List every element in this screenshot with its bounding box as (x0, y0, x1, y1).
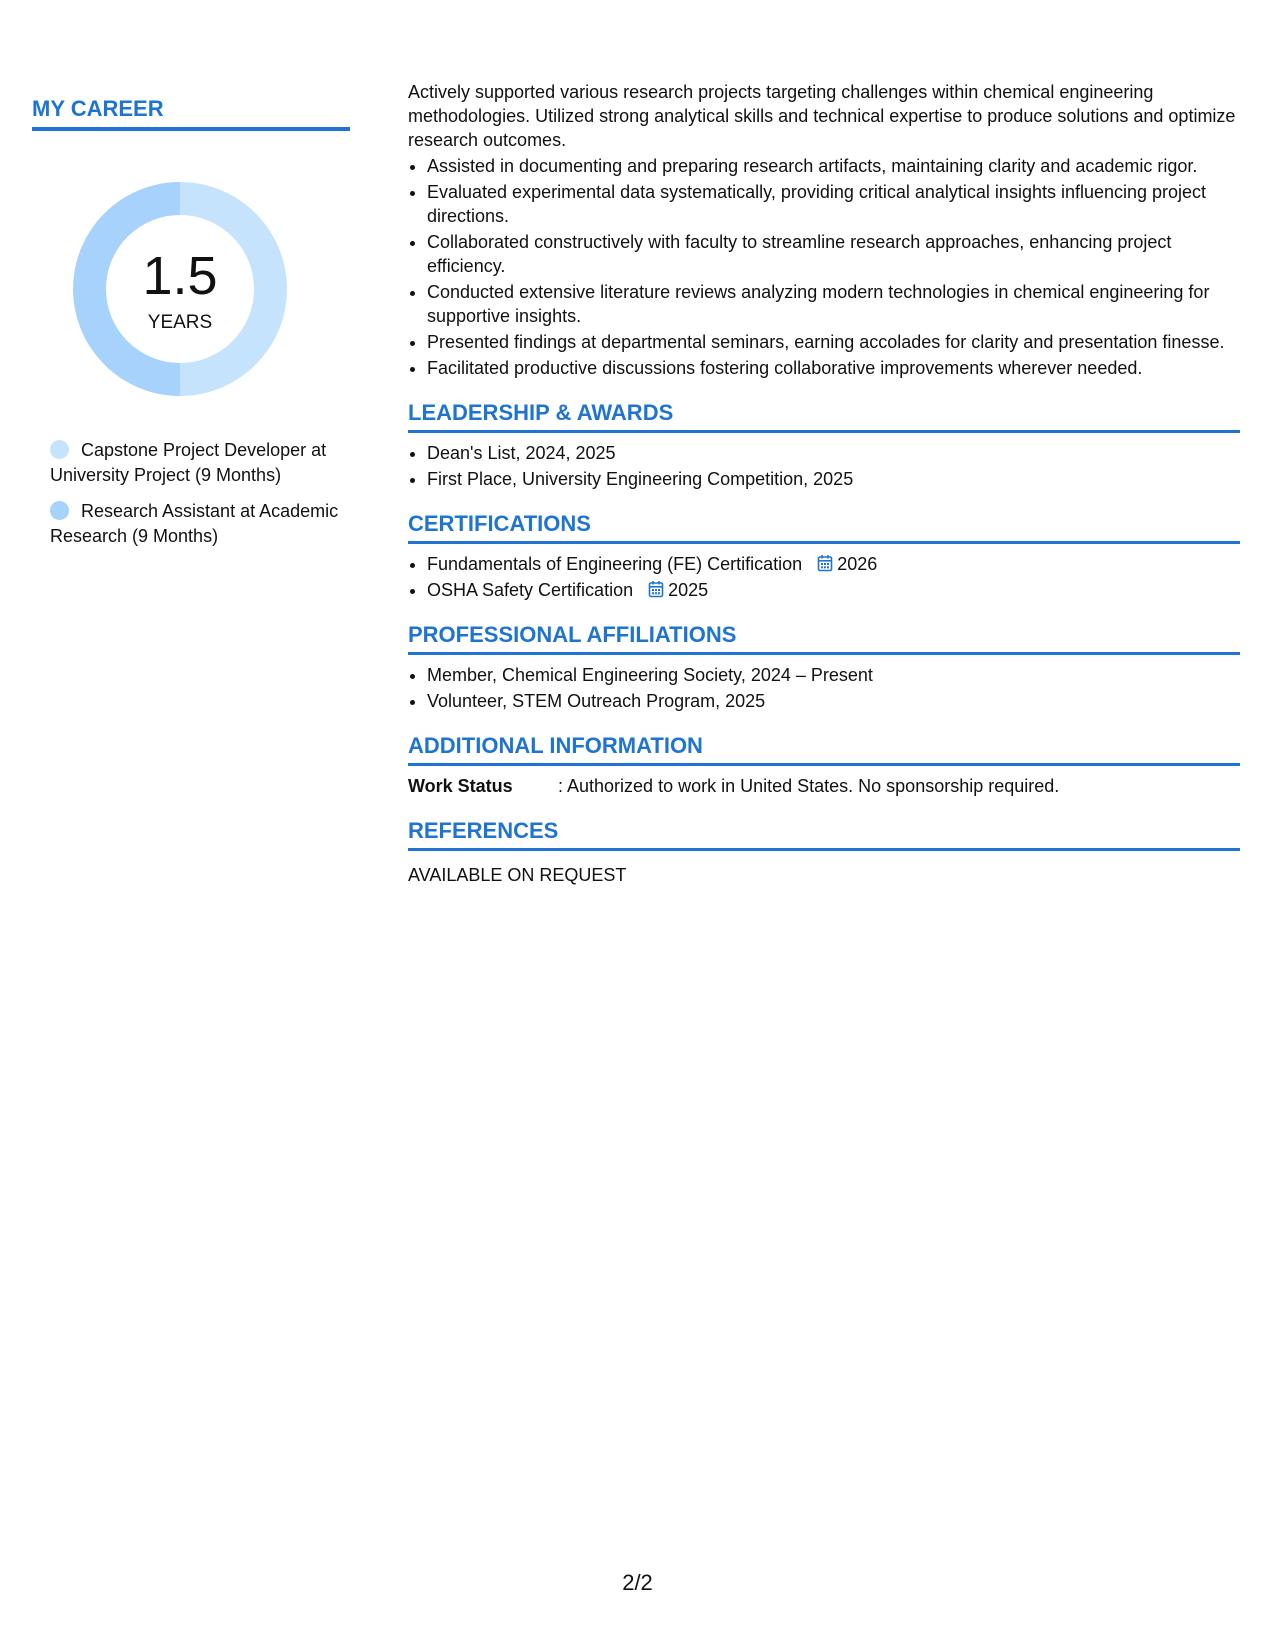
career-donut-chart (67, 176, 293, 402)
certification-name: Fundamentals of Engineering (FE) Certification (427, 554, 803, 574)
affiliations-list (408, 663, 1240, 713)
list-item: • First Place, University Engineering Competition, 2025 (427, 467, 1240, 491)
experience-summary: Actively supported various research projects targeting challenges within chemical engineering methodologies. Utilized strong analytical skills and technical expertise to produce solutions and optimize research outcomes. (408, 82, 1236, 150)
certifications-list (408, 552, 1240, 602)
career-total-years: 1.5 (142, 246, 218, 306)
affiliations-section (408, 622, 1240, 713)
references-heading: REFERENCES (408, 818, 1240, 851)
list-item: • Evaluated experimental data systematically, providing critical analytical insights influencing project directions. (427, 180, 1240, 228)
list-item: • Presented findings at departmental seminars, earning accolades for clarity and presentation finesse. (427, 330, 1240, 354)
leadership-heading: LEADERSHIP & AWARDS (408, 400, 1240, 433)
certifications-heading: CERTIFICATIONS (408, 511, 1240, 544)
legend-label: Research Assistant at Academic Research (9 Months) (50, 501, 339, 546)
list-item: • Assisted in documenting and preparing research artifacts, maintaining clarity and academic rigor. (427, 154, 1240, 178)
legend-dot (50, 501, 69, 520)
career-legend (50, 438, 340, 549)
list-item: • Conducted extensive literature reviews analyzing modern technologies in chemical engineering for supportive insights. (427, 280, 1240, 328)
list-item: • Volunteer, STEM Outreach Program, 2025 (427, 689, 1240, 713)
certification-year: 2026 (837, 554, 878, 574)
work-status-label: Work Status (408, 776, 513, 796)
leadership-section (408, 400, 1240, 491)
experience-bullets (408, 154, 1240, 380)
additional-info-heading: ADDITIONAL INFORMATION (408, 733, 1240, 766)
page-number: 2/2 (622, 1570, 653, 1595)
certification-year: 2025 (668, 580, 709, 600)
main-content (408, 80, 1240, 887)
list-item (427, 578, 1240, 602)
list-item (427, 552, 1240, 576)
career-sidebar (32, 96, 350, 560)
legend-item (50, 438, 340, 488)
list-item: • Collaborated constructively with faculty to streamline research approaches, enhancing project efficiency. (427, 230, 1240, 278)
list-item: • Facilitated productive discussions fostering collaborative improvements wherever needed. (427, 356, 1240, 380)
leadership-list (408, 441, 1240, 491)
work-status-value: : Authorized to work in United States. No sponsorship required. (558, 776, 1060, 796)
experience-section (408, 80, 1240, 380)
career-total-unit: YEARS (147, 312, 213, 333)
references-text: AVAILABLE ON REQUEST (408, 865, 627, 885)
list-item: • Member, Chemical Engineering Society, 2024 – Present (427, 663, 1240, 687)
work-status-row (408, 774, 1240, 798)
legend-dot (50, 440, 69, 459)
calendar-icon (648, 580, 664, 598)
calendar-icon (817, 554, 833, 572)
certification-name: OSHA Safety Certification (427, 580, 634, 600)
additional-info-section (408, 733, 1240, 798)
legend-item (50, 499, 340, 549)
affiliations-heading: PROFESSIONAL AFFILIATIONS (408, 622, 1240, 655)
list-item: • Dean's List, 2024, 2025 (427, 441, 1240, 465)
certifications-section (408, 511, 1240, 602)
donut-center (67, 176, 293, 402)
legend-label: Capstone Project Developer at University Project (9 Months) (50, 440, 327, 485)
career-heading: MY CAREER (32, 96, 350, 131)
references-section (408, 818, 1240, 887)
